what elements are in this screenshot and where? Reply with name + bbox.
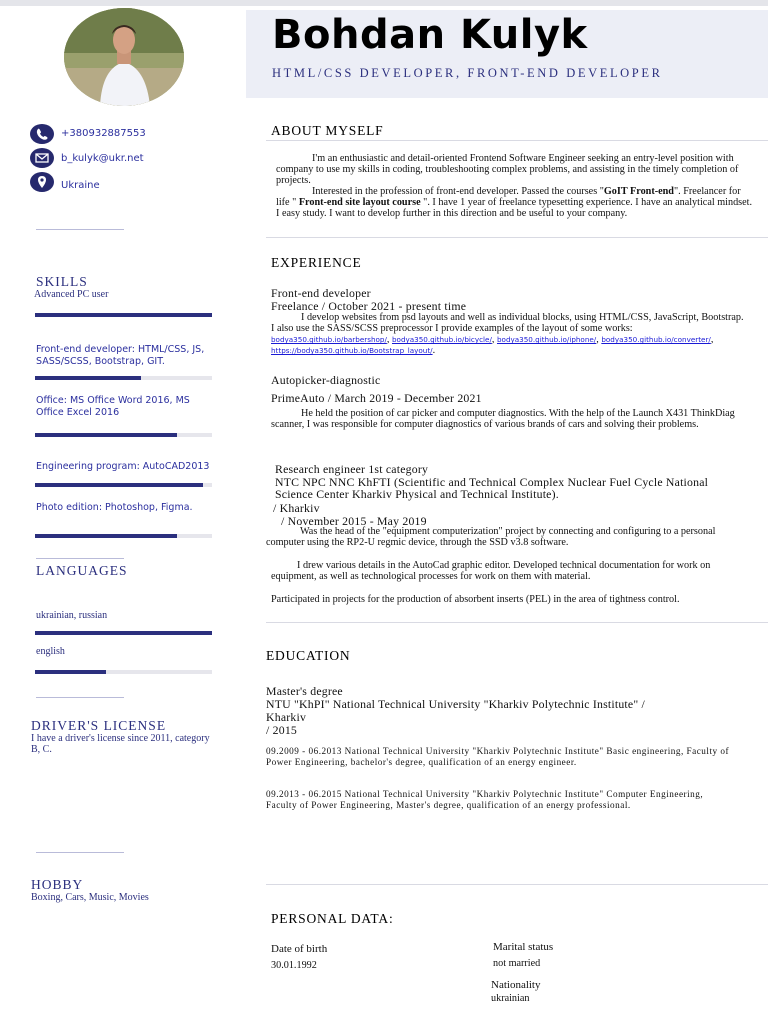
education-entry: 09.2013 - 06.2015 National Technical University "Kharkiv Polytechnic Institute" Computer Engineering, Faculty of Power Engineering, Master's degree, qualification of an energy professional. xyxy=(266,789,704,810)
skill-bar xyxy=(35,313,212,317)
sidebar-divider xyxy=(36,558,124,559)
section-divider xyxy=(266,140,768,141)
skill-level-fill xyxy=(35,483,203,487)
sidebar-divider xyxy=(36,697,124,698)
skill-level-fill xyxy=(35,433,177,437)
portfolio-link[interactable]: bodya350.github.io/converter/ xyxy=(601,335,711,344)
license-title: DRIVER'S LICENSE xyxy=(31,718,167,733)
education-year: / 2015 xyxy=(266,723,298,737)
languages-title: LANGUAGES xyxy=(36,563,128,578)
education-degree: Master's degree xyxy=(266,684,343,698)
sidebar-divider xyxy=(36,229,124,230)
experience-title: EXPERIENCE xyxy=(271,255,362,270)
skill-label: Engineering program: AutoCAD2013 xyxy=(36,461,210,472)
nationality-label: Nationality xyxy=(491,979,541,991)
about-title: ABOUT MYSELF xyxy=(271,123,384,138)
job-city: / Kharkiv xyxy=(273,501,320,515)
job-role: Front-end developer xyxy=(271,286,371,300)
job-description: Participated in projects for the production of absorbent inserts (PEL) in the area of tightness control. xyxy=(271,594,680,605)
dob-label: Date of birth xyxy=(271,943,328,955)
job-description: Was the head of the "equipment computerization" project by connecting and configuring to a personal computer using the RP2-U regmic device, through the SSD v3.8 software. xyxy=(266,526,716,548)
email-icon xyxy=(30,148,54,168)
phone-icon xyxy=(30,124,54,144)
language-label: english xyxy=(36,646,65,657)
contact-phone[interactable]: +380932887553 xyxy=(61,128,146,139)
job-subtitle: HTML/CSS DEVELOPER, FRONT-END DEVELOPER xyxy=(272,66,663,80)
avatar xyxy=(64,8,184,106)
location-pin-icon xyxy=(30,172,54,192)
education-title: EDUCATION xyxy=(266,648,351,663)
nationality-value: ukrainian xyxy=(491,993,530,1004)
job-role: Autopicker-diagnostic xyxy=(271,373,381,387)
resume-page xyxy=(0,6,768,1024)
marital-value: not married xyxy=(493,958,541,969)
sidebar-divider xyxy=(36,852,124,853)
section-divider xyxy=(266,884,768,885)
language-level-fill xyxy=(35,670,106,674)
skill-level-fill xyxy=(35,534,177,538)
skill-level-fill xyxy=(35,376,141,380)
marital-label: Marital status xyxy=(493,941,554,953)
license-text: I have a driver's license since 2011, category B, C. xyxy=(31,733,210,755)
skill-label: Front-end developer: HTML/CSS, JS, SASS/SCSS, Bootstrap, GIT. xyxy=(36,344,205,367)
job-period: / November 2015 - May 2019 xyxy=(281,514,427,528)
language-bar xyxy=(35,670,212,674)
contact-email[interactable]: b_kulyk@ukr.net xyxy=(61,153,144,164)
job-description: I develop websites from psd layouts and well as individual blocks, using HTML/CSS, JavaScript, Bootstrap. I also use the SASS/SCSS preprocessor I provide examples of the layout of some works: bodya350.github.io/barbershop/, bodya350.github.io/bicycle/, bodya350.github.io/iphone/, bodya350.github.io/converter/, https://bodya350.github.io/Bootstrap_layout/. xyxy=(271,312,744,356)
job-company: NTC NPC NNC KhFTI (Scientific and Technical Complex Nuclear Fuel Cycle National Science Center Kharkiv Physical and Technical Institute). xyxy=(275,475,709,501)
skills-subtitle: Advanced PC user xyxy=(34,289,109,300)
section-divider xyxy=(266,622,768,623)
skill-bar xyxy=(35,376,212,380)
job-period: PrimeAuto / March 2019 - December 2021 xyxy=(271,391,482,405)
person-name: Bohdan Kulyk xyxy=(272,12,588,58)
portfolio-link[interactable]: bodya350.github.io/bicycle/ xyxy=(391,335,492,344)
hobby-title: HOBBY xyxy=(31,877,84,892)
skill-label: Photo edition: Photoshop, Figma. xyxy=(36,502,193,513)
job-description: I drew various details in the AutoCad graphic editor. Developed technical documentation for work on equipment, as well as technological processes for work on them with material. xyxy=(271,560,711,582)
language-bar xyxy=(35,631,212,635)
about-paragraph-2: Interested in the profession of front-end developer. Passed the courses "GoIT Front-end". Freelancer for life " Front-end site layout course ". I have 1 year of freelance typesetting experience. I have an analytical mindset. I easy study. I want to develop further in this direction and be useful to your company. xyxy=(276,186,753,219)
education-entry: 09.2009 - 06.2013 National Technical University "Kharkiv Polytechnic Institute" Basic engineering, Faculty of Power Engineering, bachelor's degree, qualification of an energy engineer. xyxy=(266,746,730,767)
portfolio-link[interactable]: bodya350.github.io/iphone/ xyxy=(496,335,597,344)
job-description: He held the position of car picker and computer diagnostics. With the help of the Launch X431 ThinkDiag scanner, I was responsible for computer diagnostics of various brands of cars and solving their problems. xyxy=(271,408,735,430)
education-school: NTU "KhPI" National Technical University "Kharkiv Polytechnic Institute" / xyxy=(266,697,645,711)
job-period: Freelance / October 2021 - present time xyxy=(271,299,467,313)
dob-value: 30.01.1992 xyxy=(271,960,317,971)
portfolio-link[interactable]: https://bodya350.github.io/Bootstrap_layout/ xyxy=(271,346,433,355)
portfolio-link[interactable]: bodya350.github.io/barbershop/ xyxy=(271,335,387,344)
language-label: ukrainian, russian xyxy=(36,610,108,621)
skill-label: Office: MS Office Word 2016, MS Office Excel 2016 xyxy=(36,395,190,418)
personal-title: PERSONAL DATA: xyxy=(271,911,394,926)
contact-location: Ukraine xyxy=(61,180,100,191)
skill-bar xyxy=(35,433,212,437)
about-paragraph-1: I'm an enthusiastic and detail-oriented Frontend Software Engineer seeking an entry-level position with company to use my skills in coding, troubleshooting complex problems, and assisting in the timely completion of projects. xyxy=(276,153,739,186)
job-role: Research engineer 1st category xyxy=(275,462,429,476)
section-divider xyxy=(266,237,768,238)
education-city: Kharkiv xyxy=(266,710,307,724)
language-level-fill xyxy=(35,631,212,635)
hobby-text: Boxing, Cars, Music, Movies xyxy=(31,892,149,903)
skill-bar xyxy=(35,534,212,538)
skill-bar xyxy=(35,483,212,487)
skills-title: SKILLS xyxy=(36,274,88,289)
